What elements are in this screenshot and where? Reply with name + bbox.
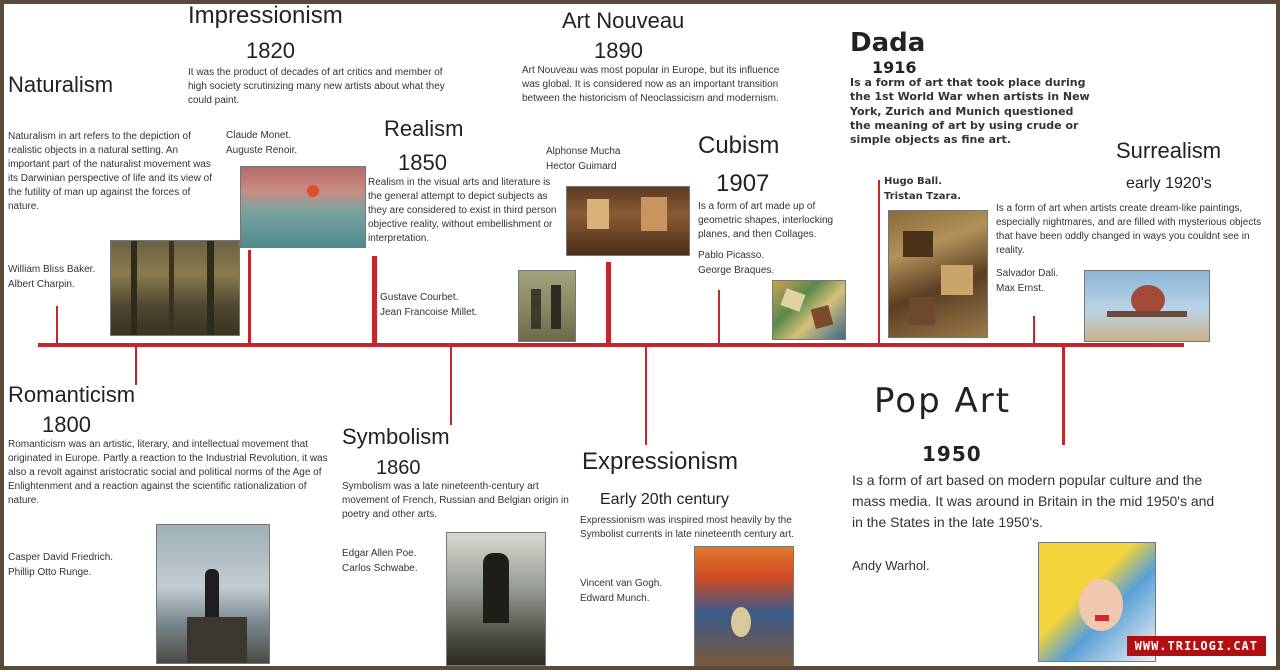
impressionism-title: Impressionism — [188, 4, 343, 29]
romanticism-year: 1800 — [42, 412, 91, 437]
romanticism-desc: Romanticism was an artistic, literary, and intellectual movement that originated in Europe. Partly a reaction to the Industrial Revolution, it was also a revolt against aristocratic social and political norms of the Age of Enlightenment and a reaction against the scientific rationalization of nature. — [8, 439, 328, 506]
realism-painting — [518, 270, 576, 342]
cubism-year: 1907 — [716, 170, 770, 197]
watermark: WWW.TRILOGI.CAT — [1127, 636, 1266, 656]
dada-title: Dada — [850, 28, 926, 58]
pop-art-artists — [852, 556, 982, 576]
cubism-artists — [698, 248, 818, 278]
tick-realism — [372, 256, 377, 344]
pop-art-year: 1950 — [922, 442, 982, 466]
tick-cubism — [718, 290, 720, 344]
expressionism-title: Expressionism — [582, 448, 739, 475]
art-nouveau-painting — [566, 186, 690, 256]
tick-art-nouveau — [606, 262, 611, 344]
artist-name: George Braques. — [698, 265, 775, 276]
artist-name: Jean Francoise Millet. — [380, 307, 478, 318]
art-nouveau-year: 1890 — [594, 38, 643, 63]
naturalism-title: Naturalism — [8, 72, 114, 97]
realism-title: Realism — [384, 116, 464, 141]
symbolism-artists — [342, 546, 452, 576]
tick-romanticism — [135, 347, 137, 385]
naturalism-artists — [8, 262, 118, 292]
pop-art-title: Pop Art — [874, 381, 1012, 421]
realism-desc: Realism in the visual arts and literature is the general attempt to depict subjects as they are considered to exist in third person objective reality, without embellishment or interpretation. — [368, 177, 557, 244]
romanticism-painting — [156, 524, 270, 664]
artist-name: Andy Warhol. — [852, 558, 930, 573]
artist-name: Edward Munch. — [580, 593, 650, 604]
artist-name: Gustave Courbet. — [380, 292, 459, 303]
artist-name: Edgar Allen Poe. — [342, 548, 417, 559]
expressionism-year: Early 20th century — [600, 491, 729, 508]
surrealism-desc: Is a form of art when artists create dream-like paintings, especially nightmares, and are filled with mysterious objects that have been oddly changed in ways you couldnt see in reality. — [996, 203, 1262, 256]
tick-pop-art — [1062, 347, 1065, 445]
realism-artists — [380, 290, 520, 320]
tick-impressionism — [248, 250, 251, 344]
symbolism-painting — [446, 532, 546, 666]
impressionism-artists — [226, 128, 346, 158]
impressionism-painting — [240, 166, 366, 248]
artist-name: Casper David Friedrich. — [8, 552, 114, 563]
artist-name: Hugo Ball. — [884, 176, 943, 187]
expressionism-desc: Expressionism was inspired most heavily by the Symbolist currents in late nineteenth century art. — [580, 515, 794, 540]
symbolism-title: Symbolism — [342, 424, 450, 449]
dada-painting — [888, 210, 988, 338]
surrealism-year: early 1920's — [1126, 175, 1212, 192]
cubism-title: Cubism — [698, 132, 780, 159]
artist-name: Phillip Otto Runge. — [8, 567, 92, 578]
symbolism-year: 1860 — [376, 457, 421, 479]
tick-symbolism — [450, 347, 452, 425]
art-nouveau-desc: Art Nouveau was most popular in Europe, but its influence was global. It is considered now as an important transition between the historicism of Neoclassicism and modernism. — [522, 65, 780, 104]
artist-name: Carlos Schwabe. — [342, 563, 418, 574]
artist-name: Auguste Renoir. — [226, 145, 298, 156]
timeline-poster — [4, 4, 1276, 666]
tick-expressionism — [645, 347, 647, 445]
dada-year: 1916 — [872, 58, 917, 77]
tick-surrealism — [1033, 316, 1035, 344]
artist-name: Max Ernst. — [996, 283, 1044, 294]
naturalism-painting — [110, 240, 240, 336]
artist-name: William Bliss Baker. — [8, 264, 96, 275]
artist-name: Claude Monet. — [226, 130, 292, 141]
surrealism-title: Surrealism — [1116, 138, 1222, 163]
expressionism-painting — [694, 546, 794, 666]
artist-name: Albert Charpin. — [8, 279, 75, 290]
artist-name: Hector Guimard — [546, 161, 617, 172]
impressionism-year: 1820 — [246, 38, 295, 63]
symbolism-desc: Symbolism was a late nineteenth-century art movement of French, Russian and Belgian origin in poetry and other arts. — [342, 481, 569, 520]
naturalism-desc: Naturalism in art refers to the depiction of realistic objects in a natural setting. An important part of the naturalist movement was its Darwinian perspective of life and its view of the futility of man up against the forces of nature. — [8, 131, 212, 212]
art-nouveau-title: Art Nouveau — [562, 8, 685, 33]
artist-name: Alphonse Mucha — [546, 146, 621, 157]
tick-naturalism — [56, 306, 58, 344]
impressionism-desc: It was the product of decades of art critics and member of high society scrutinizing many new artists about what they could paint. — [188, 67, 445, 106]
surrealism-painting — [1084, 270, 1210, 342]
tick-dada — [878, 180, 880, 344]
cubism-desc: Is a form of art made up of geometric shapes, interlocking planes, and then Collages. — [698, 201, 834, 240]
artist-name: Tristan Tzara. — [884, 191, 962, 202]
dada-desc: Is a form of art that took place during the 1st World War when artists in New York, Zurich and Munich questioned the meaning of art by using crude or simple objects as fine art. — [850, 76, 1090, 147]
realism-year: 1850 — [398, 150, 447, 175]
artist-name: Pablo Picasso. — [698, 250, 765, 261]
cubism-painting — [772, 280, 846, 340]
romanticism-title: Romanticism — [8, 382, 136, 407]
dada-artists — [884, 174, 994, 204]
romanticism-artists — [8, 550, 158, 580]
pop-art-desc: Is a form of art based on modern popular culture and the mass media. It was around in Britain in the mid 1950's and in the States in the late 1950's. — [852, 472, 1215, 530]
artist-name: Salvador Dali. — [996, 268, 1059, 279]
timeline-axis — [38, 343, 1184, 347]
artist-name: Vincent van Gogh. — [580, 578, 663, 589]
expressionism-artists — [580, 576, 700, 606]
art-nouveau-artists — [546, 144, 666, 174]
